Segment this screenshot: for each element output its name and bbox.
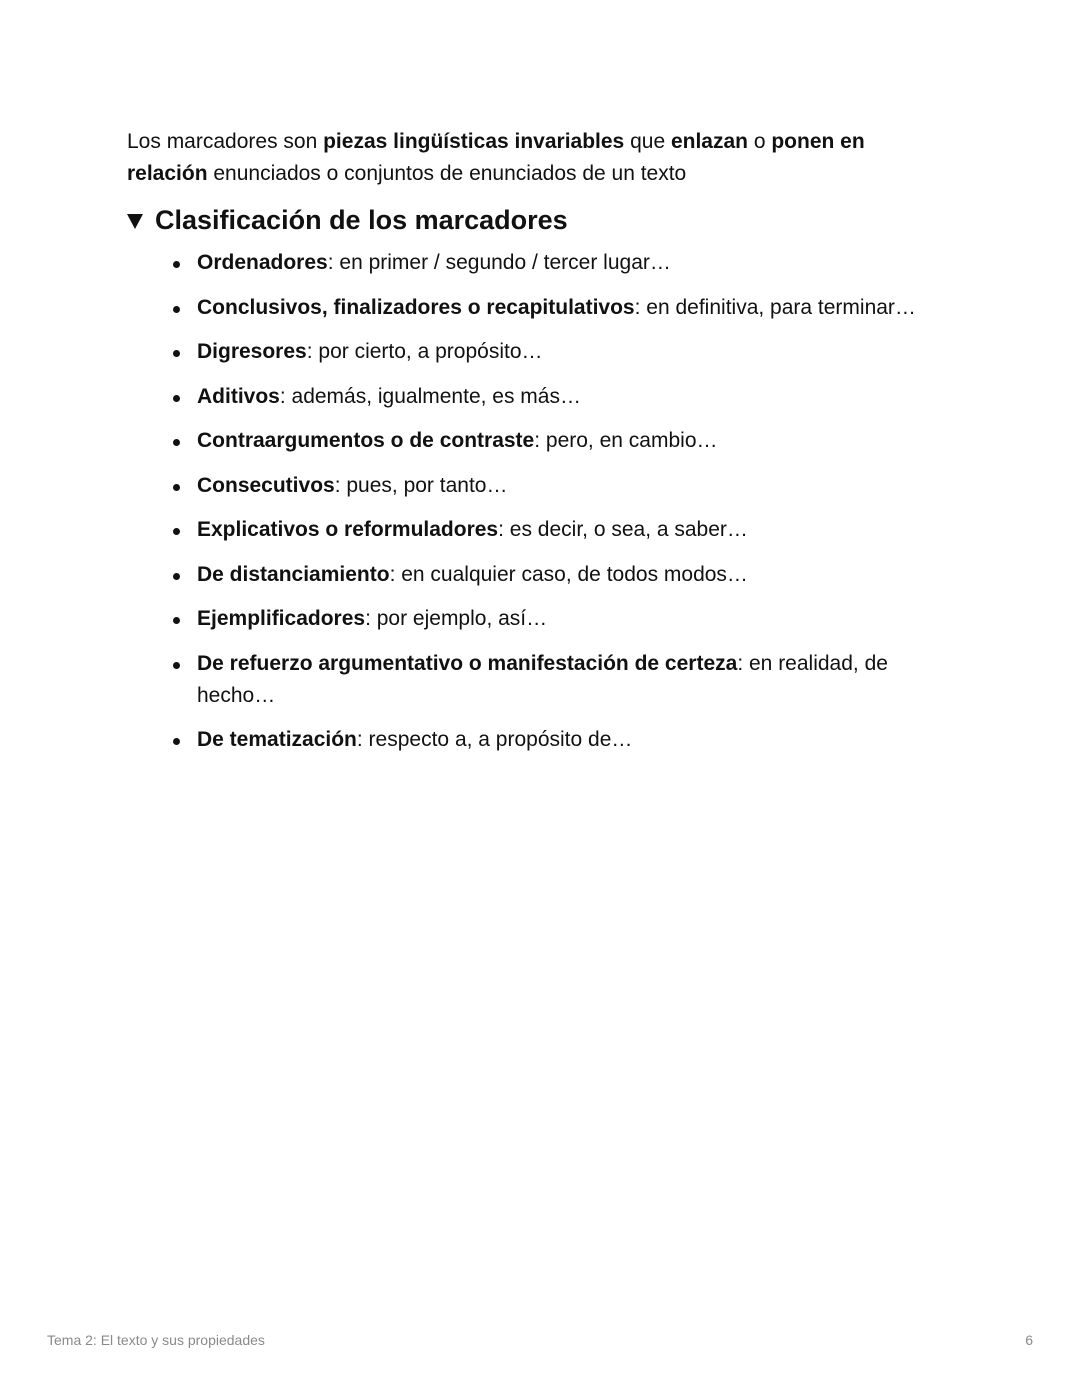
- item-term: Ejemplificadores: [197, 607, 366, 630]
- item-description: : es decir, o sea, a saber…: [498, 518, 748, 541]
- item-description: : por cierto, a propósito…: [306, 340, 543, 363]
- item-term: De refuerzo argumentativo o manifestación de certeza: [197, 651, 738, 675]
- item-term: Digresores: [197, 340, 307, 363]
- item-term: Aditivos: [197, 384, 280, 408]
- page-content: [127, 126, 927, 769]
- item-term: De tematización: [197, 728, 357, 751]
- list-item: [172, 648, 927, 712]
- item-term: Conclusivos, finalizadores o recapitulativos: [197, 295, 635, 319]
- list-item: [172, 292, 927, 324]
- item-description: : por ejemplo, así…: [365, 607, 548, 630]
- intro-text: Los marcadores son: [127, 130, 324, 153]
- item-description: : en realidad, de hecho…: [197, 651, 888, 707]
- list-item: [172, 559, 927, 591]
- list-item: [172, 425, 927, 457]
- item-description: : pero, en cambio…: [534, 429, 718, 452]
- intro-text: enunciados o conjuntos de enunciados de un texto: [207, 162, 687, 185]
- item-description: : además, igualmente, es más…: [279, 384, 581, 408]
- list-item: [172, 603, 927, 635]
- markers-list: [127, 247, 927, 756]
- item-term: Consecutivos: [197, 473, 335, 497]
- item-description: : en cualquier caso, de todos modos…: [389, 562, 748, 586]
- list-item: [172, 381, 927, 413]
- footer-title: Tema 2: El texto y sus propiedades: [47, 1332, 265, 1348]
- item-term: De distanciamiento: [197, 562, 390, 586]
- item-term: Ordenadores: [197, 251, 328, 274]
- intro-bold-text: ponen en relación: [127, 130, 865, 185]
- intro-paragraph: [127, 126, 927, 190]
- intro-text: o: [748, 130, 772, 153]
- section-heading: Clasificación de los marcadores: [155, 205, 568, 235]
- intro-text: que: [624, 130, 671, 153]
- item-description: : pues, por tanto…: [334, 473, 508, 497]
- item-description: : en primer / segundo / tercer lugar…: [327, 251, 671, 274]
- triangle-down-icon[interactable]: [127, 214, 143, 229]
- toggle-heading[interactable]: [127, 200, 927, 240]
- intro-bold-text: enlazan: [670, 130, 748, 153]
- item-description: : respecto a, a propósito de…: [356, 728, 633, 751]
- list-item: [172, 247, 927, 279]
- item-description: : en definitiva, para terminar…: [634, 295, 916, 319]
- list-item: [172, 470, 927, 502]
- intro-bold-text: piezas lingüísticas invariables: [323, 130, 625, 153]
- item-term: Contraargumentos o de contraste: [197, 429, 535, 452]
- page-number: 6: [1025, 1332, 1033, 1348]
- list-item: [172, 724, 927, 756]
- list-item: [172, 336, 927, 368]
- list-item: [172, 514, 927, 546]
- item-term: Explicativos o reformuladores: [197, 518, 499, 541]
